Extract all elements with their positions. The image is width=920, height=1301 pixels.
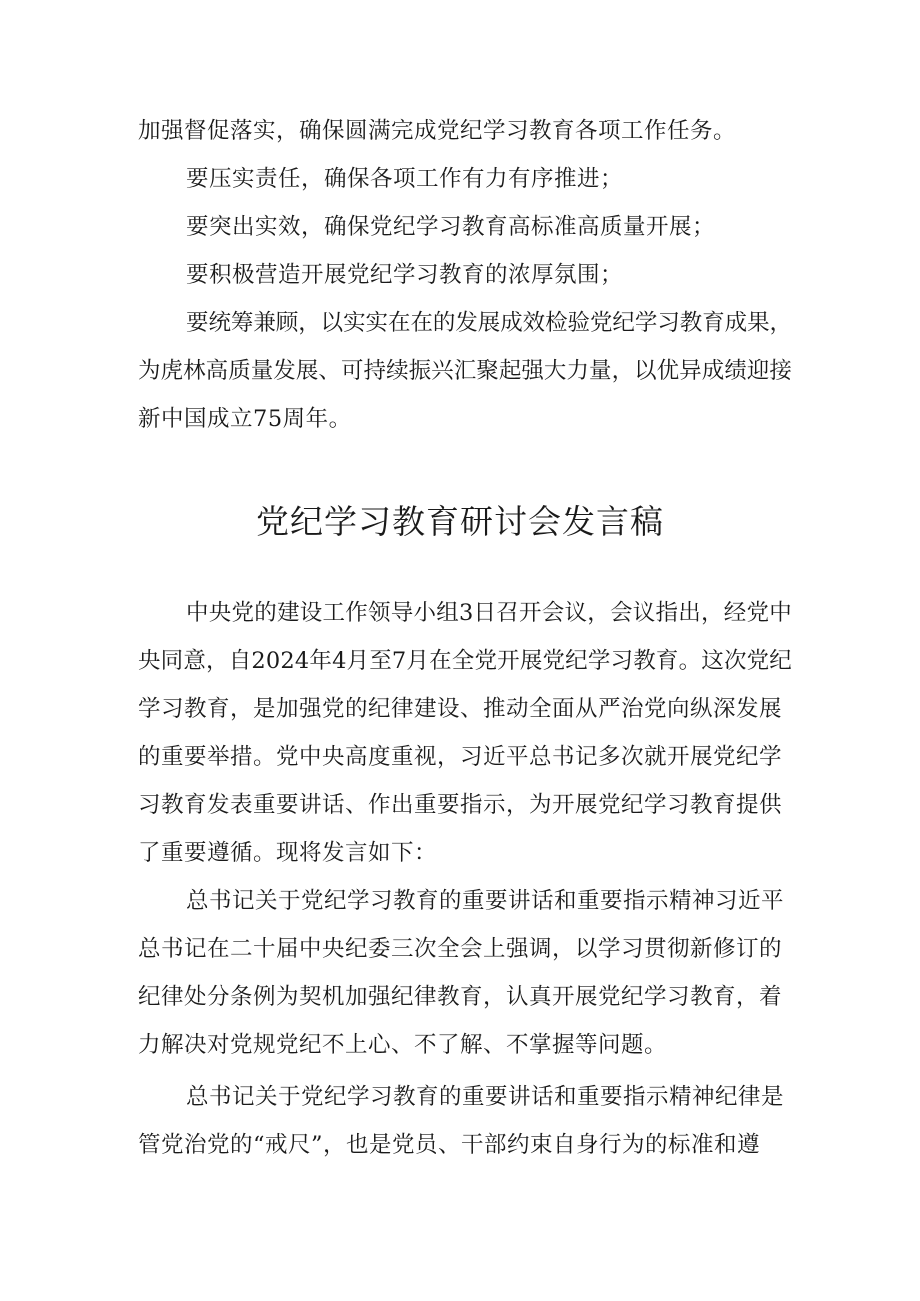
text-line: 加强督促落实，确保圆满完成党纪学习教育各项工作任务。 xyxy=(138,118,737,144)
text-line: 总书记在二十届中央纪委三次全会上强调，以学习贯彻新修订的 xyxy=(138,936,783,962)
text-line: 新中国成立75周年。 xyxy=(138,406,352,432)
text-line: 总书记关于党纪学习教育的重要讲话和重要指示精神习近平 xyxy=(186,888,785,914)
text-line: 要压实责任，确保各项工作有力有序推进； xyxy=(186,166,624,192)
text-line: 要突出实效，确保党纪学习教育高标准高质量开展； xyxy=(186,214,716,240)
text-line: 央同意，自2024年4月至7月在全党开展党纪学习教育。这次党纪 xyxy=(138,648,792,674)
text-line: 了重要遵循。现将发言如下： xyxy=(138,840,438,866)
document-title: 党纪学习教育研讨会发言稿 xyxy=(256,502,664,541)
text-line: 要积极营造开展党纪学习教育的浓厚氛围； xyxy=(186,262,624,288)
text-line: 管党治党的“戒尺”，也是党员、干部约束自身行为的标准和遵 xyxy=(138,1132,761,1158)
text-line: 要统筹兼顾，以实实在在的发展成效检验党纪学习教育成果， xyxy=(186,310,792,336)
text-line: 的重要举措。党中央高度重视，习近平总书记多次就开展党纪学 xyxy=(138,744,783,770)
text-line: 学习教育，是加强党的纪律建设、推动全面从严治党向纵深发展 xyxy=(138,696,783,722)
text-line: 总书记关于党纪学习教育的重要讲话和重要指示精神纪律是 xyxy=(186,1084,785,1110)
text-line: 为虎林高质量发展、可持续振兴汇聚起强大力量，以优异成绩迎接 xyxy=(138,358,792,384)
text-line: 中央党的建设工作领导小组3日召开会议，会议指出，经党中 xyxy=(186,600,792,626)
text-line: 力解决对党规党纪不上心、不了解、不掌握等问题。 xyxy=(138,1032,668,1058)
text-line: 习教育发表重要讲话、作出重要指示，为开展党纪学习教育提供 xyxy=(138,792,783,818)
text-line: 纪律处分条例为契机加强纪律教育，认真开展党纪学习教育，着 xyxy=(138,984,783,1010)
